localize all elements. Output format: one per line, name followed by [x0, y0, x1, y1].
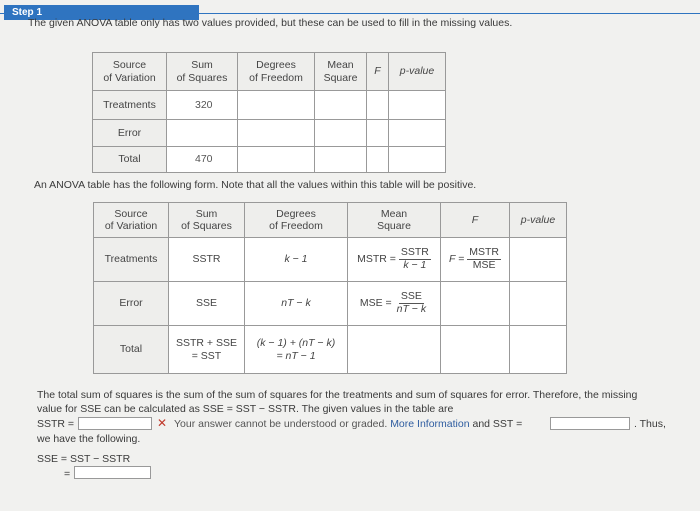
anova-form-table	[93, 202, 567, 374]
sstr-answer-input[interactable]	[78, 417, 152, 430]
header-sum-of-squares: Sum of Squares	[169, 203, 245, 238]
thus-text: . Thus,	[634, 418, 666, 430]
header-source: Source of Variation	[93, 53, 167, 91]
row-label-error: Error	[94, 282, 169, 326]
header-mean-square: Mean Square	[315, 53, 367, 91]
row-label-total: Total	[93, 147, 167, 173]
given-anova-table	[92, 52, 446, 173]
ms-treatments: MSTR = $\frac{\text{SSTR}}{k - 1}$	[348, 238, 441, 282]
table-row	[94, 238, 567, 282]
intro-text: The given ANOVA table only has two values provided, but these can be used to fill in the missing values.	[28, 17, 513, 29]
ms-treatments-fraction: $\frac{\text{SSTR}}{k - 1}$	[400, 246, 429, 271]
ss-treatments: 320	[167, 91, 238, 120]
ss-treatments: SSTR	[169, 238, 245, 282]
f-treatments: F = $\frac{\text{MSTR}}{\text{MSE}}$	[441, 238, 510, 282]
ms-error-fraction: $\frac{\text{SSE}}{nT - k}$	[396, 290, 427, 315]
header-f: F	[441, 203, 510, 238]
ss-error	[167, 120, 238, 147]
table-row	[93, 120, 446, 147]
row-label-total: Total	[94, 326, 169, 374]
incorrect-x-icon: ✕	[157, 416, 168, 430]
header-mean-square: Mean Square	[348, 203, 441, 238]
more-information-link[interactable]: More Information	[390, 418, 470, 430]
header-degrees-of-freedom: Degrees of Freedom	[238, 53, 315, 91]
row-label-treatments: Treatments	[93, 91, 167, 120]
explain-line-1: The total sum of squares is the sum of the sum of squares for the treatments and sum of squares for error. Therefore, the missing	[37, 389, 638, 401]
header-source: Source of Variation	[94, 203, 169, 238]
row-label-error: Error	[93, 120, 167, 147]
header-p-value: p-value	[389, 53, 446, 91]
df-total: (k − 1) + (nT − k) = nT − 1	[245, 326, 348, 374]
table-row	[94, 326, 567, 374]
sstr-label: SSTR =	[37, 418, 75, 430]
form-intro-text: An ANOVA table has the following form. Note that all the values within this table will be positive.	[34, 179, 477, 191]
answer-feedback	[174, 418, 522, 430]
error-message: Your answer cannot be understood or graded.	[174, 418, 388, 430]
table-row	[94, 282, 567, 326]
header-f: F	[367, 53, 389, 91]
step-label: Step 1	[4, 5, 199, 20]
ss-error: SSE	[169, 282, 245, 326]
sse-answer-input[interactable]	[74, 466, 151, 479]
sst-label: and SST =	[472, 418, 523, 430]
df-treatments: k − 1	[245, 238, 348, 282]
table-row	[93, 91, 446, 120]
header-sum-of-squares: Sum of Squares	[167, 53, 238, 91]
ss-total: 470	[167, 147, 238, 173]
equation-equals: =	[64, 468, 71, 480]
header-degrees-of-freedom: Degrees of Freedom	[245, 203, 348, 238]
equation-sse: SSE = SST − SSTR	[37, 453, 131, 465]
explain-line-4: we have the following.	[37, 433, 141, 445]
table-row	[93, 147, 446, 173]
df-error: nT − k	[245, 282, 348, 326]
header-p-value: p-value	[510, 203, 567, 238]
f-fraction: $\frac{\text{MSTR}}{\text{MSE}}$	[469, 246, 499, 271]
row-label-treatments: Treatments	[94, 238, 169, 282]
ms-error: MSE = $\frac{\text{SSE}}{nT - k}$	[348, 282, 441, 326]
ss-total: SSTR + SSE = SST	[169, 326, 245, 374]
explain-line-2: value for SSE can be calculated as SSE = SST − SSTR. The given values in the table are	[37, 403, 454, 415]
sst-answer-input[interactable]	[550, 417, 630, 430]
